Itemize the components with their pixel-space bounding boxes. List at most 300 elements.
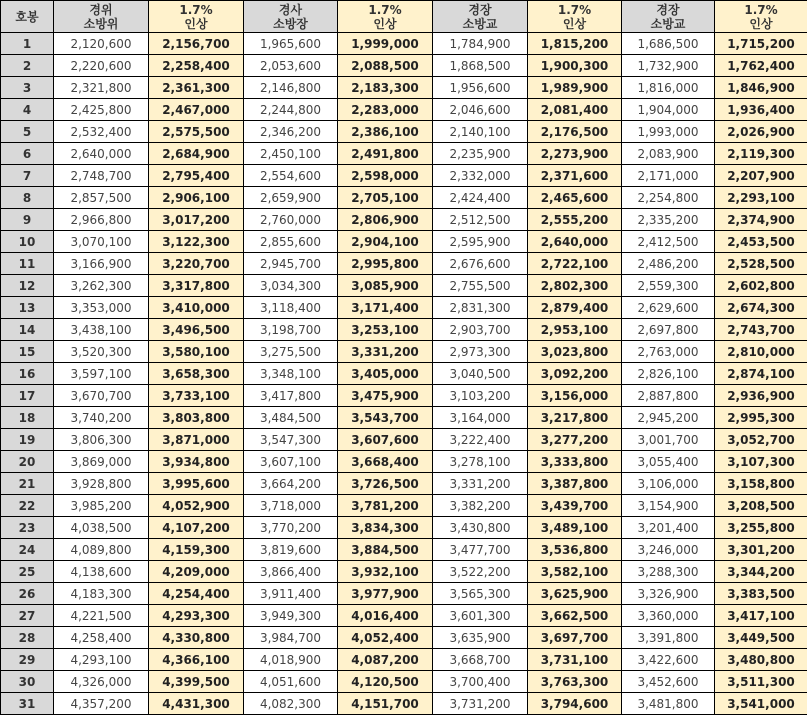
raised-salary-cell: 4,151,700 — [338, 693, 433, 715]
step-cell: 21 — [1, 473, 54, 495]
salary-cell: 2,053,600 — [244, 55, 338, 77]
raised-salary-cell: 2,491,800 — [338, 143, 433, 165]
salary-cell: 3,166,900 — [54, 253, 149, 275]
header-line1: 경위 — [89, 2, 113, 17]
header-step — [1, 1, 54, 33]
step-cell: 31 — [1, 693, 54, 715]
salary-cell: 3,275,500 — [244, 341, 338, 363]
raised-salary-cell: 3,871,000 — [149, 429, 244, 451]
step-cell: 29 — [1, 649, 54, 671]
raised-salary-cell: 3,582,100 — [528, 561, 622, 583]
salary-cell: 3,520,300 — [54, 341, 149, 363]
raised-salary-cell: 1,936,400 — [715, 99, 807, 121]
raised-salary-cell: 2,602,800 — [715, 275, 807, 297]
raised-salary-cell: 3,253,100 — [338, 319, 433, 341]
salary-cell: 1,784,900 — [433, 33, 528, 55]
table-row — [1, 319, 807, 341]
raised-salary-cell: 2,026,900 — [715, 121, 807, 143]
salary-cell: 1,956,600 — [433, 77, 528, 99]
raised-salary-cell: 2,293,100 — [715, 187, 807, 209]
salary-cell: 2,945,200 — [622, 407, 715, 429]
salary-cell: 2,559,300 — [622, 275, 715, 297]
step-cell: 4 — [1, 99, 54, 121]
raised-salary-cell: 2,705,100 — [338, 187, 433, 209]
salary-cell: 2,831,300 — [433, 297, 528, 319]
salary-cell: 3,353,000 — [54, 297, 149, 319]
raised-salary-cell: 3,580,100 — [149, 341, 244, 363]
raised-salary-cell: 4,293,300 — [149, 605, 244, 627]
salary-cell: 2,120,600 — [54, 33, 149, 55]
raised-salary-cell: 3,156,000 — [528, 385, 622, 407]
raised-salary-cell: 4,016,400 — [338, 605, 433, 627]
table-body — [1, 33, 807, 715]
raised-salary-cell: 2,953,100 — [528, 319, 622, 341]
raised-salary-cell: 2,386,100 — [338, 121, 433, 143]
table-row — [1, 605, 807, 627]
raised-salary-cell: 1,989,900 — [528, 77, 622, 99]
table-row — [1, 231, 807, 253]
step-cell: 10 — [1, 231, 54, 253]
raised-salary-cell: 2,361,300 — [149, 77, 244, 99]
raised-salary-cell: 2,088,500 — [338, 55, 433, 77]
raised-salary-cell: 3,977,900 — [338, 583, 433, 605]
step-cell: 7 — [1, 165, 54, 187]
header-line2: 인상 — [373, 16, 397, 31]
table-row — [1, 649, 807, 671]
raised-salary-cell: 3,489,100 — [528, 517, 622, 539]
salary-cell: 2,755,500 — [433, 275, 528, 297]
raised-salary-cell: 2,806,900 — [338, 209, 433, 231]
salary-cell: 3,198,700 — [244, 319, 338, 341]
raised-salary-cell: 2,674,300 — [715, 297, 807, 319]
salary-cell: 2,697,800 — [622, 319, 715, 341]
raised-salary-cell: 2,684,900 — [149, 143, 244, 165]
salary-cell: 1,993,000 — [622, 121, 715, 143]
salary-cell: 2,235,900 — [433, 143, 528, 165]
step-cell: 11 — [1, 253, 54, 275]
raised-salary-cell: 3,541,000 — [715, 693, 807, 715]
salary-cell: 2,046,600 — [433, 99, 528, 121]
salary-cell: 2,171,000 — [622, 165, 715, 187]
raised-salary-cell: 2,183,300 — [338, 77, 433, 99]
salary-cell: 3,040,500 — [433, 363, 528, 385]
salary-cell: 4,018,900 — [244, 649, 338, 671]
raised-salary-cell: 3,023,800 — [528, 341, 622, 363]
salary-cell: 2,748,700 — [54, 165, 149, 187]
table-row — [1, 583, 807, 605]
raised-salary-cell: 2,904,100 — [338, 231, 433, 253]
salary-cell: 3,070,100 — [54, 231, 149, 253]
salary-cell: 3,246,000 — [622, 539, 715, 561]
step-cell: 12 — [1, 275, 54, 297]
raised-salary-cell: 3,733,100 — [149, 385, 244, 407]
salary-cell: 3,928,800 — [54, 473, 149, 495]
header-line1: 경사 — [278, 2, 303, 17]
header-row — [1, 1, 807, 33]
raised-salary-cell: 2,258,400 — [149, 55, 244, 77]
salary-cell: 3,331,200 — [433, 473, 528, 495]
salary-cell: 2,254,800 — [622, 187, 715, 209]
raised-salary-cell: 2,467,000 — [149, 99, 244, 121]
raised-salary-cell: 3,480,800 — [715, 649, 807, 671]
raised-salary-cell: 2,874,100 — [715, 363, 807, 385]
raised-salary-cell: 1,999,000 — [338, 33, 433, 55]
salary-cell: 3,154,900 — [622, 495, 715, 517]
raised-salary-cell: 2,555,200 — [528, 209, 622, 231]
header-raise — [149, 1, 244, 33]
table-row — [1, 495, 807, 517]
raised-salary-cell: 2,936,900 — [715, 385, 807, 407]
salary-cell: 1,686,500 — [622, 33, 715, 55]
salary-cell: 3,949,300 — [244, 605, 338, 627]
step-cell: 25 — [1, 561, 54, 583]
salary-cell: 2,332,000 — [433, 165, 528, 187]
salary-cell: 3,262,300 — [54, 275, 149, 297]
raised-salary-cell: 2,081,400 — [528, 99, 622, 121]
table-row — [1, 363, 807, 385]
salary-cell: 3,201,400 — [622, 517, 715, 539]
salary-cell: 4,293,100 — [54, 649, 149, 671]
step-cell: 23 — [1, 517, 54, 539]
table-row — [1, 33, 807, 55]
step-cell: 14 — [1, 319, 54, 341]
salary-cell: 3,481,800 — [622, 693, 715, 715]
raised-salary-cell: 2,640,000 — [528, 231, 622, 253]
header-line1: 1.7% — [744, 2, 778, 17]
salary-cell: 3,866,400 — [244, 561, 338, 583]
raised-salary-cell: 3,052,700 — [715, 429, 807, 451]
raised-salary-cell: 2,371,600 — [528, 165, 622, 187]
salary-cell: 3,984,700 — [244, 627, 338, 649]
raised-salary-cell: 3,543,700 — [338, 407, 433, 429]
header-raise — [528, 1, 622, 33]
salary-cell: 3,635,900 — [433, 627, 528, 649]
raised-salary-cell: 3,158,800 — [715, 473, 807, 495]
salary-cell: 3,718,000 — [244, 495, 338, 517]
header-line2: 소방장 — [273, 16, 308, 31]
salary-cell: 1,965,600 — [244, 33, 338, 55]
raised-salary-cell: 3,834,300 — [338, 517, 433, 539]
header-line2: 소방교 — [650, 16, 686, 31]
salary-cell: 2,244,800 — [244, 99, 338, 121]
table-row — [1, 407, 807, 429]
raised-salary-cell: 4,052,900 — [149, 495, 244, 517]
header-line1: 경장 — [468, 2, 492, 17]
table-row — [1, 275, 807, 297]
raised-salary-cell: 2,795,400 — [149, 165, 244, 187]
raised-salary-cell: 3,333,800 — [528, 451, 622, 473]
header-rank — [622, 1, 715, 33]
salary-cell: 3,670,700 — [54, 385, 149, 407]
salary-cell: 3,326,900 — [622, 583, 715, 605]
step-cell: 28 — [1, 627, 54, 649]
salary-cell: 4,357,200 — [54, 693, 149, 715]
table-row — [1, 627, 807, 649]
table-row — [1, 253, 807, 275]
salary-cell: 3,700,400 — [433, 671, 528, 693]
header-raise — [715, 1, 807, 33]
raised-salary-cell: 2,995,800 — [338, 253, 433, 275]
raised-salary-cell: 3,536,800 — [528, 539, 622, 561]
table-row — [1, 77, 807, 99]
raised-salary-cell: 3,995,600 — [149, 473, 244, 495]
raised-salary-cell: 4,120,500 — [338, 671, 433, 693]
step-cell: 18 — [1, 407, 54, 429]
raised-salary-cell: 3,658,300 — [149, 363, 244, 385]
salary-cell: 2,629,600 — [622, 297, 715, 319]
raised-salary-cell: 1,715,200 — [715, 33, 807, 55]
table-row — [1, 121, 807, 143]
raised-salary-cell: 1,815,200 — [528, 33, 622, 55]
salary-cell: 4,326,000 — [54, 671, 149, 693]
step-cell: 27 — [1, 605, 54, 627]
table-row — [1, 209, 807, 231]
raised-salary-cell: 2,119,300 — [715, 143, 807, 165]
salary-cell: 3,806,300 — [54, 429, 149, 451]
raised-salary-cell: 3,607,600 — [338, 429, 433, 451]
salary-cell: 3,819,600 — [244, 539, 338, 561]
salary-cell: 3,118,400 — [244, 297, 338, 319]
raised-salary-cell: 4,087,200 — [338, 649, 433, 671]
header-line2: 인상 — [184, 16, 208, 31]
salary-cell: 2,595,900 — [433, 231, 528, 253]
salary-cell: 3,360,000 — [622, 605, 715, 627]
salary-cell: 3,222,400 — [433, 429, 528, 451]
salary-cell: 3,601,300 — [433, 605, 528, 627]
step-cell: 1 — [1, 33, 54, 55]
raised-salary-cell: 3,449,500 — [715, 627, 807, 649]
raised-salary-cell: 3,803,800 — [149, 407, 244, 429]
salary-cell: 3,348,100 — [244, 363, 338, 385]
raised-salary-cell: 3,439,700 — [528, 495, 622, 517]
salary-cell: 1,904,000 — [622, 99, 715, 121]
header-line2: 인상 — [562, 16, 587, 31]
raised-salary-cell: 2,207,900 — [715, 165, 807, 187]
raised-salary-cell: 1,846,900 — [715, 77, 807, 99]
raised-salary-cell: 4,330,800 — [149, 627, 244, 649]
salary-cell: 4,221,500 — [54, 605, 149, 627]
raised-salary-cell: 2,176,500 — [528, 121, 622, 143]
salary-cell: 3,001,700 — [622, 429, 715, 451]
raised-salary-cell: 3,417,100 — [715, 605, 807, 627]
table-row — [1, 187, 807, 209]
table-row — [1, 297, 807, 319]
salary-cell: 2,140,100 — [433, 121, 528, 143]
step-cell: 13 — [1, 297, 54, 319]
step-cell: 8 — [1, 187, 54, 209]
raised-salary-cell: 2,156,700 — [149, 33, 244, 55]
raised-salary-cell: 2,374,900 — [715, 209, 807, 231]
raised-salary-cell: 2,722,100 — [528, 253, 622, 275]
header-rank — [244, 1, 338, 33]
salary-cell: 2,945,700 — [244, 253, 338, 275]
salary-cell: 2,424,400 — [433, 187, 528, 209]
table-row — [1, 561, 807, 583]
salary-cell: 2,412,500 — [622, 231, 715, 253]
salary-cell: 3,664,200 — [244, 473, 338, 495]
salary-cell: 2,554,600 — [244, 165, 338, 187]
step-cell: 2 — [1, 55, 54, 77]
salary-cell: 3,484,500 — [244, 407, 338, 429]
salary-cell: 3,430,800 — [433, 517, 528, 539]
table-row — [1, 693, 807, 715]
salary-cell: 3,278,100 — [433, 451, 528, 473]
raised-salary-cell: 2,810,000 — [715, 341, 807, 363]
header-line2: 소방위 — [83, 16, 119, 31]
salary-cell: 3,522,200 — [433, 561, 528, 583]
table-row — [1, 671, 807, 693]
salary-cell: 2,763,000 — [622, 341, 715, 363]
salary-cell: 3,103,200 — [433, 385, 528, 407]
raised-salary-cell: 3,511,300 — [715, 671, 807, 693]
salary-cell: 3,055,400 — [622, 451, 715, 473]
salary-cell: 4,183,300 — [54, 583, 149, 605]
raised-salary-cell: 3,171,400 — [338, 297, 433, 319]
salary-cell: 2,857,500 — [54, 187, 149, 209]
raised-salary-cell: 3,662,500 — [528, 605, 622, 627]
salary-cell: 3,731,200 — [433, 693, 528, 715]
raised-salary-cell: 3,496,500 — [149, 319, 244, 341]
salary-cell: 2,532,400 — [54, 121, 149, 143]
table-row — [1, 451, 807, 473]
step-cell: 9 — [1, 209, 54, 231]
salary-cell: 2,676,600 — [433, 253, 528, 275]
raised-salary-cell: 2,802,300 — [528, 275, 622, 297]
salary-cell: 3,911,400 — [244, 583, 338, 605]
salary-cell: 2,760,000 — [244, 209, 338, 231]
step-cell: 24 — [1, 539, 54, 561]
raised-salary-cell: 3,017,200 — [149, 209, 244, 231]
raised-salary-cell: 3,932,100 — [338, 561, 433, 583]
step-cell: 19 — [1, 429, 54, 451]
header-raise — [338, 1, 433, 33]
raised-salary-cell: 2,743,700 — [715, 319, 807, 341]
raised-salary-cell: 4,052,400 — [338, 627, 433, 649]
raised-salary-cell: 3,301,200 — [715, 539, 807, 561]
salary-cell: 3,477,700 — [433, 539, 528, 561]
salary-cell: 2,335,200 — [622, 209, 715, 231]
raised-salary-cell: 3,781,200 — [338, 495, 433, 517]
table-row — [1, 341, 807, 363]
raised-salary-cell: 3,217,800 — [528, 407, 622, 429]
header-line2: 소방교 — [462, 16, 498, 31]
step-cell: 3 — [1, 77, 54, 99]
table-row — [1, 385, 807, 407]
raised-salary-cell: 3,763,300 — [528, 671, 622, 693]
table-row — [1, 143, 807, 165]
salary-cell: 2,512,500 — [433, 209, 528, 231]
salary-cell: 3,288,300 — [622, 561, 715, 583]
header-line1: 호봉 — [15, 9, 39, 24]
salary-cell: 3,391,800 — [622, 627, 715, 649]
salary-cell: 2,486,200 — [622, 253, 715, 275]
raised-salary-cell: 4,366,100 — [149, 649, 244, 671]
raised-salary-cell: 3,731,100 — [528, 649, 622, 671]
raised-salary-cell: 4,254,400 — [149, 583, 244, 605]
salary-cell: 3,164,000 — [433, 407, 528, 429]
raised-salary-cell: 3,344,200 — [715, 561, 807, 583]
raised-salary-cell: 3,277,200 — [528, 429, 622, 451]
table-row — [1, 99, 807, 121]
raised-salary-cell: 3,122,300 — [149, 231, 244, 253]
raised-salary-cell: 4,159,300 — [149, 539, 244, 561]
salary-cell: 4,038,500 — [54, 517, 149, 539]
raised-salary-cell: 2,465,600 — [528, 187, 622, 209]
step-cell: 30 — [1, 671, 54, 693]
raised-salary-cell: 3,387,800 — [528, 473, 622, 495]
salary-cell: 3,740,200 — [54, 407, 149, 429]
raised-salary-cell: 2,879,400 — [528, 297, 622, 319]
raised-salary-cell: 1,762,400 — [715, 55, 807, 77]
step-cell: 6 — [1, 143, 54, 165]
raised-salary-cell: 2,283,000 — [338, 99, 433, 121]
step-cell: 17 — [1, 385, 54, 407]
salary-cell: 3,985,200 — [54, 495, 149, 517]
salary-cell: 2,887,800 — [622, 385, 715, 407]
header-rank — [433, 1, 528, 33]
raised-salary-cell: 2,528,500 — [715, 253, 807, 275]
salary-cell: 2,973,300 — [433, 341, 528, 363]
step-cell: 5 — [1, 121, 54, 143]
table-row — [1, 165, 807, 187]
raised-salary-cell: 3,794,600 — [528, 693, 622, 715]
step-cell: 16 — [1, 363, 54, 385]
raised-salary-cell: 3,208,500 — [715, 495, 807, 517]
salary-cell: 3,770,200 — [244, 517, 338, 539]
raised-salary-cell: 3,475,900 — [338, 385, 433, 407]
raised-salary-cell: 2,273,900 — [528, 143, 622, 165]
salary-cell: 3,668,700 — [433, 649, 528, 671]
raised-salary-cell: 4,431,300 — [149, 693, 244, 715]
salary-cell: 4,089,800 — [54, 539, 149, 561]
salary-cell: 2,321,800 — [54, 77, 149, 99]
salary-cell: 2,640,000 — [54, 143, 149, 165]
raised-salary-cell: 3,697,700 — [528, 627, 622, 649]
raised-salary-cell: 2,598,000 — [338, 165, 433, 187]
raised-salary-cell: 4,209,000 — [149, 561, 244, 583]
salary-cell: 2,659,900 — [244, 187, 338, 209]
raised-salary-cell: 3,668,400 — [338, 451, 433, 473]
step-cell: 26 — [1, 583, 54, 605]
salary-cell: 1,816,000 — [622, 77, 715, 99]
salary-cell: 1,732,900 — [622, 55, 715, 77]
raised-salary-cell: 3,107,300 — [715, 451, 807, 473]
raised-salary-cell: 3,726,500 — [338, 473, 433, 495]
raised-salary-cell: 3,092,200 — [528, 363, 622, 385]
salary-cell: 3,607,100 — [244, 451, 338, 473]
raised-salary-cell: 2,575,500 — [149, 121, 244, 143]
header-line1: 1.7% — [368, 2, 402, 17]
raised-salary-cell: 3,405,000 — [338, 363, 433, 385]
table-row — [1, 539, 807, 561]
salary-cell: 4,138,600 — [54, 561, 149, 583]
salary-cell: 3,452,600 — [622, 671, 715, 693]
raised-salary-cell: 3,410,000 — [149, 297, 244, 319]
salary-cell: 3,547,300 — [244, 429, 338, 451]
header-line1: 경장 — [656, 2, 680, 17]
table-row — [1, 55, 807, 77]
salary-cell: 3,597,100 — [54, 363, 149, 385]
salary-cell: 2,450,100 — [244, 143, 338, 165]
raised-salary-cell: 3,255,800 — [715, 517, 807, 539]
table-row — [1, 517, 807, 539]
salary-cell: 3,869,000 — [54, 451, 149, 473]
raised-salary-cell: 3,934,800 — [149, 451, 244, 473]
raised-salary-cell: 3,331,200 — [338, 341, 433, 363]
header-rank — [54, 1, 149, 33]
step-cell: 15 — [1, 341, 54, 363]
raised-salary-cell: 3,085,900 — [338, 275, 433, 297]
